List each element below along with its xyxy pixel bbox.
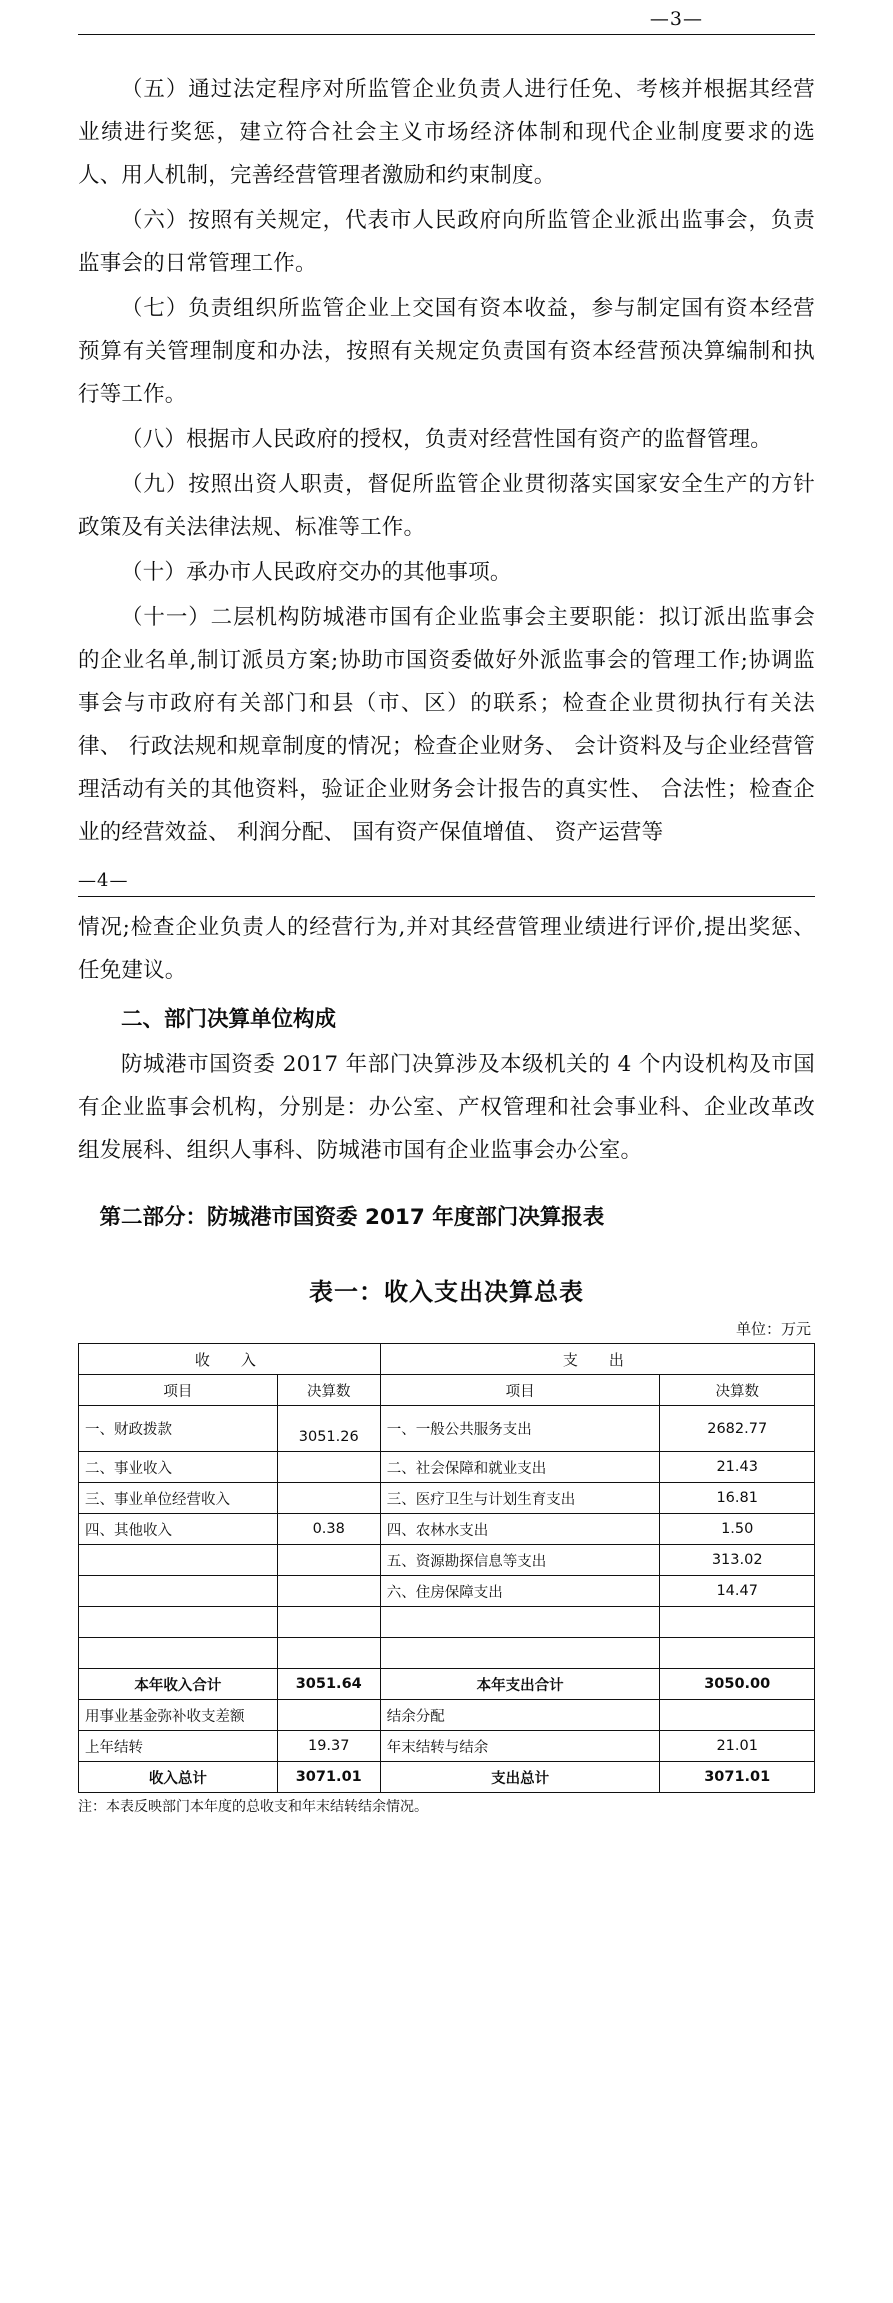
cell-expenditure-value: 2682.77 [660,1406,815,1452]
cell-income-item: 上年结转 [79,1731,278,1762]
table-row [79,1452,815,1483]
page-folio-bottom: —4— [78,870,132,891]
cell-income-item: 二、事业收入 [79,1452,278,1483]
cell-income-value [277,1576,380,1607]
cell-expenditure-value: 14.47 [660,1576,815,1607]
cell-expenditure-item: 六、住房保障支出 [380,1576,660,1607]
paragraph: （七）负责组织所监管企业上交国有资本收益，参与制定国有资本经营预算有关管理制度和办法，按照有关规定负责国有资本经营预决算编制和执行等工作。 [78,296,815,407]
cell-income-item: 用事业基金弥补收支差额 [79,1700,278,1731]
table-row [79,1514,815,1545]
cell-income-item [79,1576,278,1607]
cell-income-total-label: 本年收入合计 [79,1669,278,1700]
cell-expenditure-value [660,1607,815,1638]
group-header-expenditure: 支 出 [380,1344,814,1375]
page-break-marker [78,870,815,906]
table-total-row [79,1669,815,1700]
paragraph: （八）根据市人民政府的授权，负责对经营性国有资产的监督管理。 [121,427,773,452]
cell-expenditure-grand-total-value: 3071.01 [660,1762,815,1793]
cell-expenditure-grand-total-label: 支出总计 [380,1762,660,1793]
table-row [79,1731,815,1762]
cell-income-item [79,1607,278,1638]
page-break-rule [78,896,815,897]
table-grand-total-row [79,1762,815,1793]
paragraph: （十一）二层机构防城港市国有企业监事会主要职能：拟订派出监事会的企业名单,制订派员方案;协助市国资委做好外派监事会的管理工作;协调监事会与市政府有关部门和县（市、区）的联系；检查企业贯彻执行有关法律、 行政法规和规章制度的情况；检查企业财务、 会计资料及与企业经营管理活动有关的其他资料，验证企业财务会计报告的真实性、 合法性；检查企业的经营效益、 利润分配、 国有资产保值增值、 资产运营等 [78,605,815,845]
cell-income-value [277,1545,380,1576]
cell-expenditure-total-value: 3050.00 [660,1669,815,1700]
cell-income-item: 四、其他收入 [79,1514,278,1545]
part-title: 第二部分：防城港市国资委 2017 年度部门决算报表 [99,1205,605,1230]
cell-income-value [277,1406,380,1452]
cell-income-value [277,1607,380,1638]
paragraph: （五）通过法定程序对所监管企业负责人进行任免、考核并根据其经营业绩进行奖惩，建立符合社会主义市场经济体制和现代企业制度要求的选人、用人机制，完善经营管理者激励和约束制度。 [78,77,815,188]
cell-expenditure-item [380,1607,660,1638]
header-rule [78,34,815,35]
section-paragraph: 防城港市国资委 2017 年部门决算涉及本级机关的 4 个内设机构及市国有企业监事会机构，分别是：办公室、产权管理和社会事业科、企业改革改组发展科、组织人事科、防城港市国有企业监事会办公室。 [78,1052,815,1163]
table-column-header-row [79,1375,815,1406]
cell-expenditure-value [660,1638,815,1669]
column-header-expenditure-item: 项目 [380,1375,660,1406]
table-row-blank [79,1638,815,1669]
table-title: 表一：收入支出决算总表 [309,1278,584,1306]
page-header [78,0,815,46]
table-row [79,1576,815,1607]
cell-income-value [277,1700,380,1731]
table-row [79,1483,815,1514]
table-note: 注：本表反映部门本年度的总收支和年末结转结余情况。 [78,1799,428,1815]
cell-expenditure-item: 一、一般公共服务支出 [380,1406,660,1452]
cell-expenditure-total-label: 本年支出合计 [380,1669,660,1700]
cell-income-item [79,1545,278,1576]
section-title: 二、部门决算单位构成 [121,1007,337,1032]
cell-income-value [277,1483,380,1514]
cell-expenditure-value: 21.01 [660,1731,815,1762]
cell-income-total-value: 3051.64 [277,1669,380,1700]
paragraph: （六）按照有关规定，代表市人民政府向所监管企业派出监事会，负责监事会的日常管理工作。 [78,208,815,276]
paragraph: （九）按照出资人职责，督促所监管企业贯彻落实国家安全生产的方针政策及有关法律法规、标准等工作。 [78,472,815,540]
cell-income-value [277,1638,380,1669]
column-header-income-value: 决算数 [277,1375,380,1406]
cell-income-value: 0.38 [277,1514,380,1545]
paragraph-continued: 情况;检查企业负责人的经营行为,并对其经营管理业绩进行评价,提出奖惩、 任免建议。 [78,915,815,983]
income-expenditure-table [78,1343,815,1793]
cell-expenditure-value: 313.02 [660,1545,815,1576]
cell-expenditure-item: 四、农林水支出 [380,1514,660,1545]
cell-income-value-text: 3051.26 [298,1428,359,1445]
cell-expenditure-value [660,1700,815,1731]
cell-expenditure-item: 五、资源勘探信息等支出 [380,1545,660,1576]
cell-income-item [79,1638,278,1669]
page-folio-top: —3— [649,8,703,30]
cell-expenditure-item: 二、社会保障和就业支出 [380,1452,660,1483]
cell-income-value [277,1452,380,1483]
table-row-blank [79,1607,815,1638]
paragraph: （十）承办市人民政府交办的其他事项。 [121,560,512,585]
cell-income-grand-total-label: 收入总计 [79,1762,278,1793]
column-header-expenditure-value: 决算数 [660,1375,815,1406]
table-group-header-row [79,1344,815,1375]
cell-income-item: 一、财政拨款 [79,1406,278,1452]
cell-expenditure-value: 1.50 [660,1514,815,1545]
bottom-spacer [78,1817,815,1847]
group-header-income: 收 入 [79,1344,381,1375]
column-header-income-item: 项目 [79,1375,278,1406]
document-body [78,46,815,854]
cell-expenditure-value: 16.81 [660,1483,815,1514]
cell-income-grand-total-value: 3071.01 [277,1762,380,1793]
cell-expenditure-item: 年末结转与结余 [380,1731,660,1762]
cell-expenditure-value: 21.43 [660,1452,815,1483]
cell-expenditure-item [380,1638,660,1669]
cell-income-item: 三、事业单位经营收入 [79,1483,278,1514]
table-row [79,1700,815,1731]
cell-income-value: 19.37 [277,1731,380,1762]
table-unit-label: 单位：万元 [735,1320,811,1338]
table-row [79,1406,815,1452]
cell-expenditure-item: 结余分配 [380,1700,660,1731]
table-row [79,1545,815,1576]
cell-expenditure-item: 三、医疗卫生与计划生育支出 [380,1483,660,1514]
